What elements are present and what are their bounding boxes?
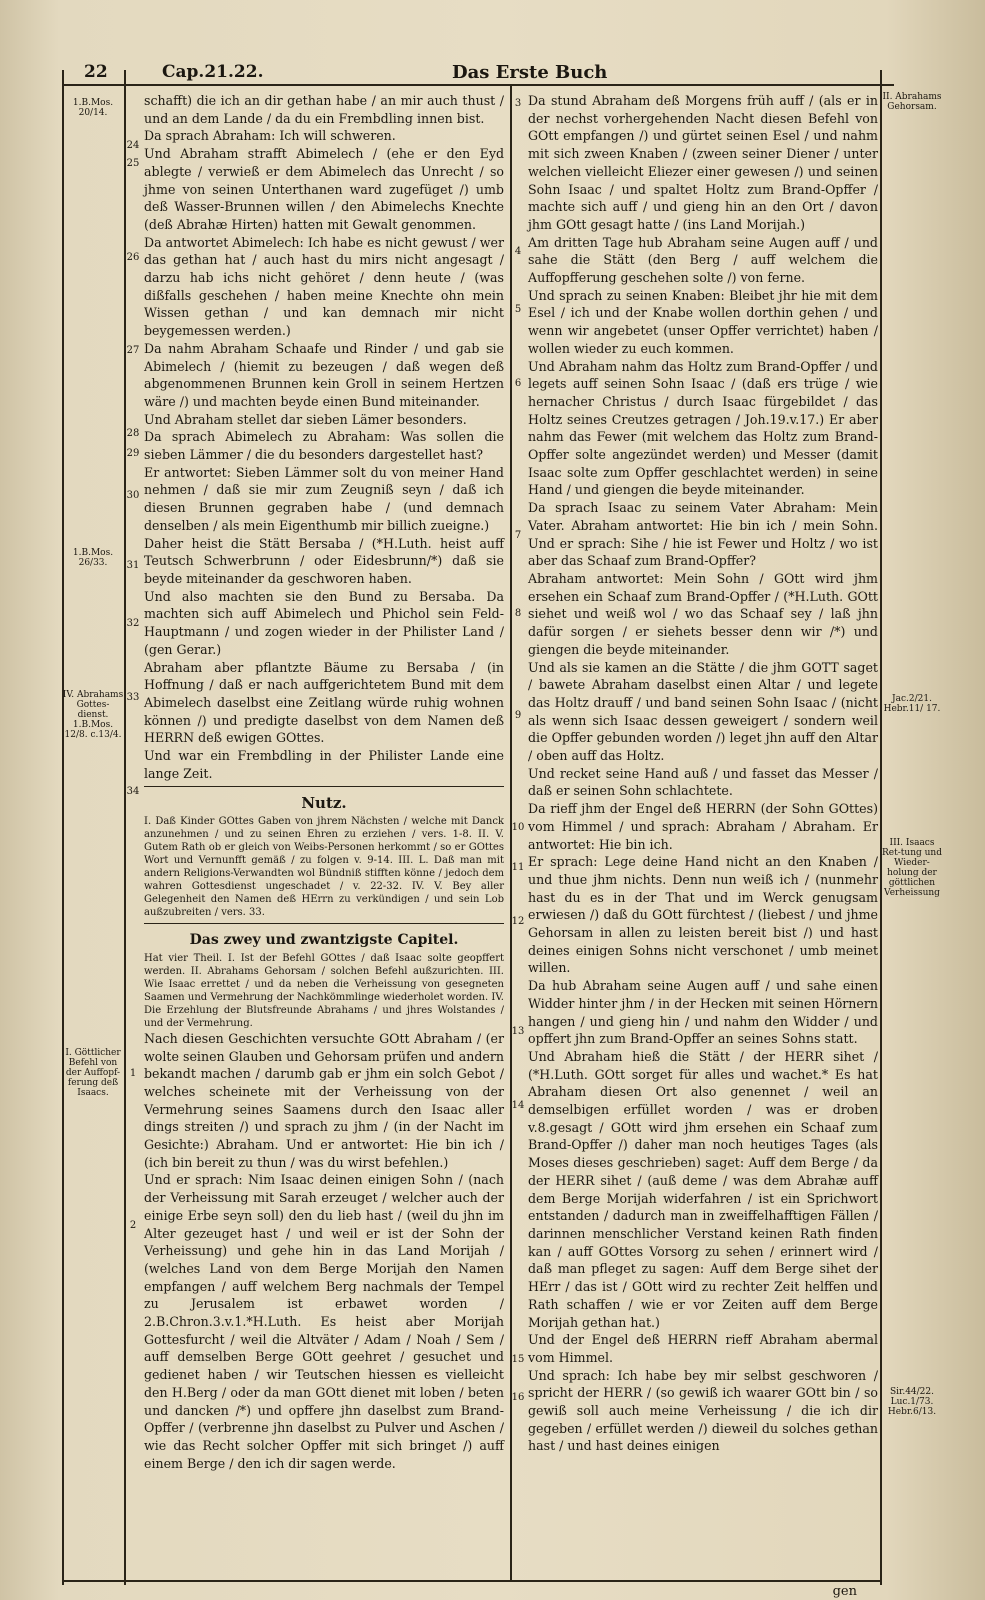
verse-text: Am dritten Tage hub Abraham seine Augen auff / und sahe die Stätt (den Berg / auff welchem die Auffopfferung geschehen solte /) von ferne. — [528, 234, 878, 286]
verse-number: 12 — [511, 916, 525, 927]
inner-left-rule — [124, 70, 126, 1585]
verse-text: Er sprach: Lege deine Hand nicht an den Knaben / und thue jhm nichts. Denn nun weiß ich / (nunmehr hast du es in der That und im Werck genugsam erwiesen /) daß du GOtt fürchtest / (liebest / und jhme Gehorsam in allen zu leisten bereit bist /) und hast deines einigen Sohns nicht verschonet / umb meinet willen. — [528, 854, 878, 976]
verse-text: Und der Engel deß HERRN rieff Abraham abermal vom Himmel. — [528, 1332, 878, 1365]
verse-text: Und sprach: Ich habe bey mir selbst geschworen / spricht der HERR / (so gewiß ich waarer GOtt bin / so gewiß soll auch meine Verheissung / die ich dir gegeben / erfüllet werden /) dieweil du solches gethan hast / und hast deines einigen — [528, 1367, 878, 1454]
verse-number: 28 — [126, 428, 140, 439]
verse-text: Er antwortet: Sieben Lämmer solt du von meiner Hand nehmen / daß sie mir zum Zeugniß seyn / daß ich diesen Brunnen gegraben habe / (und demnach denselben / als mein Eigenthumb mir billich zueigne.) — [144, 464, 504, 533]
verse-number: 9 — [514, 710, 522, 721]
chapter-22-title: Das zwey und zwantzigste Capitel. — [189, 932, 459, 949]
verse-number: 3 — [514, 98, 522, 109]
left-text-column — [144, 92, 504, 1472]
catchword: gen — [832, 1584, 857, 1599]
top-rule — [62, 84, 894, 86]
right-margin-note: III. Isaacs Ret-tung und Wieder-holung der göttlichen Verheissung — [882, 838, 942, 898]
right-margin-note: Jac.2/21. Hebr.11/ 17. — [883, 694, 941, 714]
verse-text: Da hub Abraham seine Augen auff / und sahe einen Widder hinter jhm / in der Hecken mit seinen Hörnern hangen / und gieng hin / und nahm den Widder / und opffert jhn zum Brand-Opffer an seines Sohns statt. — [528, 978, 878, 1047]
verse-number: 24 — [126, 140, 140, 151]
verse-number: 10 — [511, 822, 525, 833]
left-frame-rule — [62, 70, 64, 1585]
verse-text: Nach diesen Geschichten versuchte GOtt Abraham / (er wolte seinen Glauben und Gehorsam prüfen und andern bekandt machen / darumb gab er jhm ein solch Gebot / welches scheinete mit der Verheissung von der Vermehrung seines Saamens durch den Isaac aller dings streiten /) und sprach zu jhm / (in der Nacht im Gesichte:) Abraham. Und er antwortet: Hie bin ich / (ich bin bereit zu thun / was du wirst befehlen.) — [144, 1030, 504, 1170]
verse-number: 27 — [126, 345, 140, 356]
verse-number: 31 — [126, 560, 140, 571]
right-margin-note: Sir.44/22. Luc.1/73. Hebr.6/13. — [887, 1387, 937, 1417]
verse-number: 1 — [129, 1068, 137, 1079]
verse-text: Da sprach Abraham: Ich will schweren. — [144, 128, 396, 144]
left-margin-note: 1.B.Mos. 20/14. — [72, 98, 114, 118]
verse-number: 11 — [511, 862, 525, 873]
verse-text: Da stund Abraham deß Morgens früh auff / (als er in der nechst vorhergehenden Nacht diesen Befehl von GOtt empfangen /) und gürtet seinen Esel / und nahm mit sich zween Knaben / (zween seiner Diener / unter welchen vielleicht Eliezer einer gewesen /) und seinen Sohn Isaac / und spaltet Holtz zum Brand-Opffer / machte sich auff / und gieng hin an den Ort / davon jhm GOtt gesagt hatte / (ins Land Morijah.) — [528, 93, 878, 232]
verse-text: Und war ein Frembdling in der Philister Lande eine lange Zeit. — [144, 748, 504, 781]
verse-text: Und sprach zu seinen Knaben: Bleibet jhr hie mit dem Esel / ich und der Knabe wollen dorthin gehen / und wenn wir angebetet (unser Opffer verrichtet) haben / wollen wieder zu euch kommen. — [528, 287, 878, 356]
verse-text: Und Abraham hieß die Stätt / der HERR sihet / (*H.Luth. GOtt sorget für alles und wachet.* Es hat Abraham diesen Ort also genennet / weil an demselbigen erfüllet worden / was er droben v.8.gesagt / GOtt wird jhm ersehen ein Schaaf zum Brand-Opffer /) daher man noch heutiges Tages (als Moses dieses geschrieben) saget: Auff dem Berge / da der HERR sihet / (auß deme / was dem Abrahæ auff dem Berge Morijah widerfahren / ist ein Sprichwort entstanden / dadurch man in zweiffelhafftigen Fällen / darinnen menschlicher Verstand keinen Rath finden kan / auff GOttes Vorsorg zu sehen / erinnert wird / daß man pfleget zu sagen: Auff dem Berge sihet der HErr / das ist / GOtt wird zu rechter Zeit helffen und Rath schaffen / wie er vor Zeiten auff dem Berge Morijah gethan hat.) — [528, 1048, 878, 1330]
verse-text: Und also machten sie den Bund zu Bersaba. Da machten sich auff Abimelech und Phichol sein Feld-Hauptmann / und zogen wieder in der Philister Land / (gen Gerar.) — [144, 588, 504, 657]
verse-number: 29 — [126, 448, 140, 459]
chapter-summary: Hat vier Theil. I. Ist der Befehl GOttes / daß Isaac solte geopffert werden. II. Abrahams Gehorsam / solchen Befehl außzurichten. III. Wie Isaac errettet / und da neben die Verheissung von gesegneten Saamen und Vermehrung der Nachkömmlinge wiederholet worden. IV. Die Erzehlung der Blutsfreunde Abrahams / und jhres Wolstandes / und der Vermehrung. — [144, 952, 504, 1029]
nutz-text: I. Daß Kinder GOttes Gaben von jhrem Nächsten / welche mit Danck anzunehmen / und zu seinen Ehren zu erziehen / vers. 1-8. II. V. Gutem Rath ob er gleich von Weibs-Personen herkommt / so er GOttes Wort und Vernunfft gemäß / zu folgen v. 9-14. III. L. Daß man mit andern Religions-Verwandten wol Bündniß stifften könne / jedoch dem wahren Gottesdienst ungeschadet / v. 22-32. IV. V. Bey aller Gelegenheit den Namen deß HErrn zu verkündigen / und sein Lob außzubreiten / vers. 33. — [144, 816, 504, 919]
verse-number: 5 — [514, 304, 522, 315]
verse-number: 14 — [511, 1100, 525, 1111]
verse-text: Und er sprach: Nim Isaac deinen einigen Sohn / (nach der Verheissung mit Sarah erzeuget / welcher auch der einige Erbe seyn soll) den du lieb hast / (weil du jhn im Alter gezeuget hast / und weil er ist der Sohn der Verheissung) und gehe hin in das Land Morijah / (welches Land von dem Berge Morijah den Namen empfangen / auff welchem Berg nachmals der Tempel zu Jerusalem ist erbawet worden / 2.B.Chron.3.v.1.*H.Luth. Es heist aber Morijah Gottesfurcht / weil die Altväter / Adam / Noah / Sem / auff demselben Berge GOtt geehret / gesuchet und gedienet haben / wir Teutschen hiessen es vielleicht den H.Berg / oder da man GOtt dienet mit loben / beten und dancken /*) und opffere jhn daselbst zum Brand-Opffer / (verbrenne jhn daselbst zu Pulver und Aschen / wie das Recht solcher Opffer mit sich bringet /) auff einem Berge / den ich dir sagen werde. — [144, 1172, 504, 1471]
verse-text: Daher heist die Stätt Bersaba / (*H.Luth. heist auff Teutsch Schwerbrunn / oder Eidesbrunn/*) daß sie beyde miteinander da geschworen haben. — [144, 535, 504, 586]
chapter-heading: Cap.21.22. — [162, 62, 264, 82]
right-margin-note: II. Abrahams Gehorsam. — [882, 92, 942, 112]
verse-text: Und Abraham stellet dar sieben Lämer besonders. — [144, 411, 467, 427]
verse-number: 13 — [511, 1026, 525, 1037]
verse-number: 7 — [514, 530, 522, 541]
bottom-rule — [62, 1580, 882, 1582]
verse-number: 34 — [126, 786, 140, 797]
verse-text: Da rieff jhm der Engel deß HERRN (der Sohn GOttes) vom Himmel / und sprach: Abraham / Abraham. Er antwortet: Hie bin ich. — [528, 801, 878, 852]
verse-number: 6 — [514, 378, 522, 389]
verse-text: Da antwortet Abimelech: Ich habe es nicht gewust / wer das gethan hat / auch hast du mirs nicht angesagt / darzu hab ichs nicht gehöret / denn heute / (was dißfalls geschehen / haben meine Knechte ohn mein Wissen gethan / und kan demnach mir nicht beygemessen werden.) — [144, 234, 504, 339]
verse-number: 26 — [126, 252, 140, 263]
left-margin-note: 1.B.Mos. 26/33. — [72, 548, 114, 568]
verse-text: Da sprach Abimelech zu Abraham: Was sollen die sieben Lämmer / die du besonders dargestellet hast? — [144, 429, 504, 463]
verse-number: 2 — [129, 1220, 137, 1231]
left-margin-note: IV. Abrahams Gottes-dienst. 1.B.Mos. 12/8. c.13/4. — [62, 690, 124, 740]
verse-text: Abraham antwortet: Mein Sohn / GOtt wird jhm ersehen ein Schaaf zum Brand-Opffer / (*H.Luth. GOtt siehet und weiß wol / wo das Schaaf sey / laß jhn dafür sorgen / er siehets besser denn wir /*) und giengen die beyde miteinander. — [528, 570, 878, 657]
nutz-title: Nutz. — [301, 794, 347, 813]
verse-number: 15 — [511, 1354, 525, 1365]
verse-text: Und Abraham strafft Abimelech / (ehe er den Eyd ablegte / verwieß er dem Abimelech das Unrecht / so jhme von seinen Unterthanen ward zugefüget /) umb deß Wasser-Brunnen willen / den Abimelechs Knechte (deß Abrahæ Hirten) hatten mit Gewalt genommen. — [144, 146, 504, 232]
verse-text: Abraham aber pflantzte Bäume zu Bersaba / (in Hoffnung / daß er nach auffgerichtetem Bund mit dem Abimelech daselbst eine Zeitlang würde ruhig wohnen können /) und predigte daselbst von dem Namen deß HERRN deß ewigen GOttes. — [144, 659, 504, 746]
nutz-section — [144, 786, 504, 924]
verse-text: Und recket seine Hand auß / und fasset das Messer / daß er seinen Sohn schlachtete. — [528, 765, 878, 799]
verse-text: Und als sie kamen an die Stätte / die jhm GOTT saget / bawete Abraham daselbst einen Altar / und legete das Holtz drauff / und band seinen Sohn Isaac / (nicht als wenn sich Isaac dessen geweigert / sondern weil die Opffer gebunden worden /) leget jhn auff den Altar / oben auff das Holtz. — [528, 659, 878, 764]
book-title: Das Erste Buch — [452, 62, 608, 83]
verse-number: 8 — [514, 608, 522, 619]
verse-number: 16 — [511, 1392, 525, 1403]
verse-number: 4 — [514, 246, 522, 257]
verse-text: Da nahm Abraham Schaafe und Rinder / und gab sie Abimelech / (hiemit zu bezeugen / daß wegen deß abgenommenen Brunnen kein Groll in seinem Hertzen wäre /) und machten beyde einen Bund miteinander. — [144, 340, 504, 409]
inner-right-rule — [880, 70, 882, 1585]
verse-text: schafft) die ich an dir gethan habe / an mir auch thust / und an dem Lande / da du ein Frembdling innen bist. — [144, 93, 504, 126]
verse-number: 33 — [126, 692, 140, 703]
verse-text: Da sprach Isaac zu seinem Vater Abraham: Mein Vater. Abraham antwortet: Hie bin ich / mein Sohn. Und er sprach: Sihe / hie ist Fewer und Holtz / wo ist aber das Schaaf zum Brand-Opffer? — [528, 500, 878, 569]
verse-number: 30 — [126, 490, 140, 501]
page-number: 22 — [84, 62, 108, 82]
verse-number: 25 — [126, 158, 140, 169]
verse-number: 32 — [126, 618, 140, 629]
right-text-column — [528, 92, 878, 1455]
verse-text: Und Abraham nahm das Holtz zum Brand-Opffer / und legets auff seinen Sohn Isaac / (daß ers trüge / wie hernacher Christus / durch Isaac fürgebildet / das Holtz seines Creutzes getragen / Joh.19.v.17.) Er aber nahm das Fewer (mit welchem das Holtz zum Brand-Opffer solte angezündet werden) und Messer (damit Isaac solte zum Opffer geschlachtet werden) in seine Hand / und giengen die beyde miteinander. — [528, 358, 878, 498]
left-margin-note: I. Göttlicher Befehl von der Auffopf-ferung deß Isaacs. — [65, 1048, 121, 1098]
